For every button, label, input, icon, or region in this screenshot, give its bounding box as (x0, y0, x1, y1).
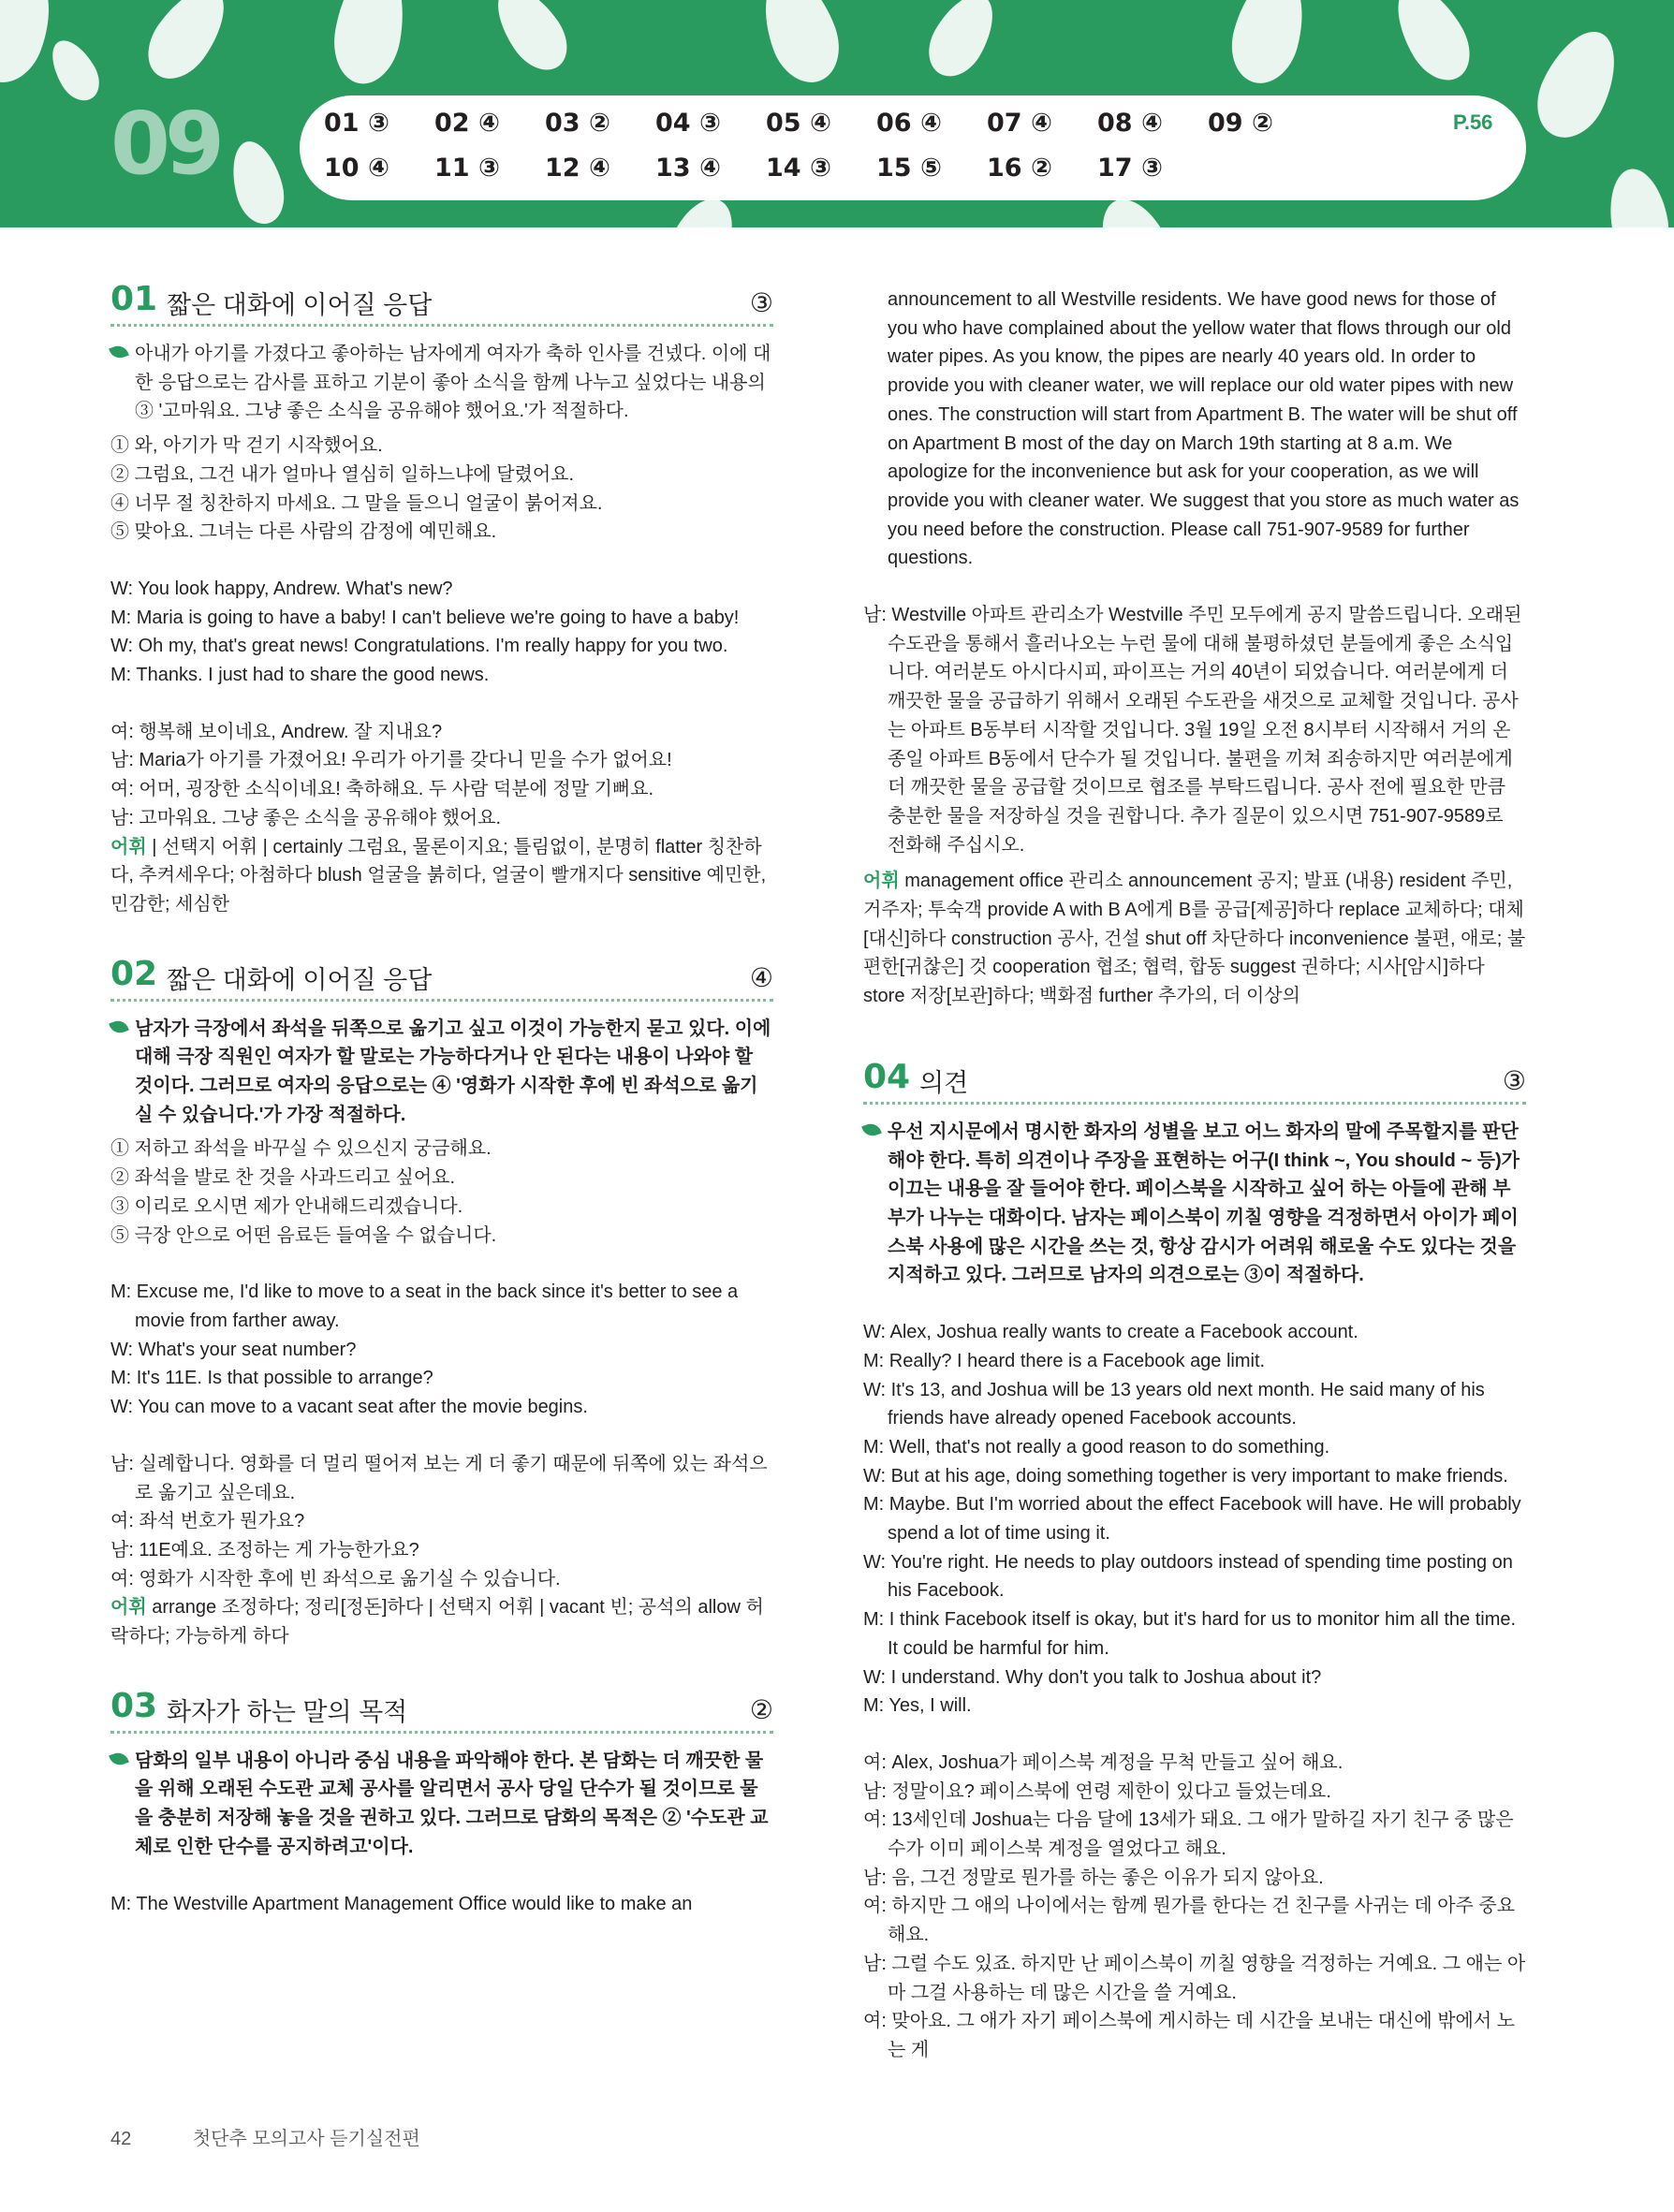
translation-line: 여: 행복해 보이네요, Andrew. 잘 지내요? (110, 721, 443, 742)
section-title: 의견 (919, 1068, 969, 1097)
translation-line: 남: 실례합니다. 영화를 더 멀리 떨어져 보는 게 더 좋기 때문에 뒤쪽에 있는 좌석으로 옮기고 싶은데요. (110, 1453, 768, 1503)
section-04 (863, 1057, 1526, 2065)
translation-line: 남: 정말이요? 페이스북에 연령 제한이 있다고 들었는데요. (863, 1780, 1331, 1802)
option-item: ② 그럼요, 그건 내가 얼마나 열심히 일하느냐에 달렸어요. (110, 463, 575, 485)
explanation: 남자가 극장에서 좌석을 뒤쪽으로 옮기고 싶고 이것이 가능한지 묻고 있다. 이에 대해 극장 직원인 여자가 할 말로는 가능하다거나 안 된다는 내용이 나와야 할 것이다. 그러므로 여자의 응답으로는 ④ '영화가 시작한 후에 빈 좌석으로 옮기실 수 있습니다.'가 가장 적절하다. (110, 1015, 773, 1130)
section-header (863, 1057, 1526, 1105)
script-line: M: Well, that's not really a good reason to do something. (863, 1436, 1330, 1458)
unit-number: 09 (110, 94, 220, 194)
option-item: ② 좌석을 발로 찬 것을 사과드리고 싶어요. (110, 1167, 456, 1189)
script-line: W: Oh my, that's great news! Congratulations. I'm really happy for you two. (110, 636, 728, 657)
script-line: M: It's 11E. Is that possible to arrange? (110, 1368, 433, 1389)
option-item: ④ 너무 절 칭찬하지 마세요. 그 말을 들으니 얼굴이 붉어져요. (110, 492, 603, 514)
script-line: M: The Westville Apartment Management Office would like to make an (110, 1893, 693, 1914)
translation-line: 여: 좌석 번호가 뭔가요? (110, 1511, 305, 1532)
translation-line: 남: 고마워요. 그냥 좋은 소식을 공유해야 했어요. (110, 807, 502, 828)
section-number: 01 (110, 280, 158, 318)
vocabulary: 어휘 arrange 조정하다; 정리[정돈]하다 | 선택지 어휘 | vacant 빈; 공석의 allow 허락하다; 가능하게 하다 (110, 1597, 764, 1648)
leaf-bullet-icon (109, 1018, 129, 1035)
leaf-bullet-icon (109, 343, 129, 360)
translation-line: 남: Maria가 아기를 가졌어요! 우리가 아기를 갖다니 믿을 수가 없어요! (110, 750, 672, 771)
answer-item: 10 ④ (324, 154, 389, 183)
translation-line: 여: 13세인데 Joshua는 다음 달에 13세가 돼요. 그 애가 말하길 자기 친구 중 많은 수가 이미 페이스북 계정을 열었다고 해요. (863, 1809, 1514, 1860)
answer-item: 02 ④ (434, 109, 500, 138)
script-continuation: announcement to all Westville residents. We have good news for those of you who have complained about the yellow water that flows through our old water pipes. As you know, the pipes are nearly 40 years old. In order to provide you with cleaner water, we will replace our old water pipes with new ones. The construction will start from Apartment B. The water will be shut off on Apartment B most of the day on March 19th starting at 8 a.m. We apologize for the inconvenience but ask for your cooperation, as we will provide you with cleaner water. We suggest that you store as much water as you need before the construction. Please call 751-907-9589 for further questions. (888, 289, 1520, 569)
script-line: W: Alex, Joshua really wants to create a Facebook account. (863, 1322, 1358, 1343)
translation-line: 남: 11E예요. 조정하는 게 가능한가요? (110, 1539, 419, 1560)
script-line: W: What's your seat number? (110, 1339, 357, 1360)
left-column (110, 280, 773, 1918)
section-01 (110, 280, 773, 919)
answer-item: 03 ② (545, 109, 610, 138)
section-number: 03 (110, 1686, 158, 1725)
script-line: M: Yes, I will. (863, 1695, 972, 1717)
section-header (110, 954, 773, 1002)
script-line: M: Thanks. I just had to share the good news. (110, 665, 490, 686)
script-line: W: It's 13, and Joshua will be 13 years old next month. He said many of his friends have already opened Facebook accounts. (863, 1379, 1485, 1429)
translation-line: 남: 음, 그건 정말로 뭔가를 하는 좋은 이유가 되지 않아요. (863, 1867, 1324, 1888)
book-title: 첫단추 모의고사 듣기실전편 (192, 2129, 420, 2149)
section-header (110, 1686, 773, 1734)
option-item: ⑤ 맞아요. 그녀는 다른 사람의 감정에 예민해요. (110, 521, 497, 543)
script-line: W: You're right. He needs to play outdoors instead of spending time posting on his Facebook. (863, 1551, 1513, 1602)
answer-item: 07 ④ (987, 109, 1052, 138)
page-reference: P.56 (1453, 110, 1493, 134)
answer-item: 13 ④ (655, 154, 721, 183)
vocabulary: 어휘 | 선택지 어휘 | certainly 그럼요, 물론이지요; 틀림없이, 분명히 flatter 칭찬하다, 추켜세우다; 아첨하다 blush 얼굴을 붉히다, 얼굴이 빨개지다 sensitive 예민한, 민감한; 세심한 (110, 836, 767, 915)
section-answer: ③ (749, 288, 773, 317)
explanation: 담화의 일부 내용이 아니라 중심 내용을 파악해야 한다. 본 담화는 더 깨끗한 물을 위해 오래된 수도관 교체 공사를 알리면서 공사 당일 단수가 될 것이므로 물을 충분히 저장해 놓을 것을 권하고 있다. 그러므로 담화의 목적은 ② '수도관 교체로 인한 단수를 공지하려고'이다. (110, 1747, 773, 1862)
page-number: 42 (110, 2129, 132, 2149)
script-line: M: Excuse me, I'd like to move to a seat in the back since it's better to see a movie from farther away. (110, 1282, 739, 1331)
section-03 (110, 1686, 773, 1919)
section-answer: ③ (1502, 1065, 1526, 1095)
option-item: ③ 이리로 오시면 제가 안내해드리겠습니다. (110, 1195, 463, 1217)
section-number: 02 (110, 954, 158, 993)
answer-item: 08 ④ (1097, 109, 1163, 138)
script-line: W: You can move to a vacant seat after the movie begins. (110, 1397, 588, 1418)
explanation: 아내가 아기를 가졌다고 좋아하는 남자에게 여자가 축하 인사를 건넸다. 이에 대한 응답으로는 감사를 표하고 기분이 좋아 소식을 함께 나누고 싶었다는 내용의 ③ '고마워요. 그냥 좋은 소식을 공유해야 했어요.'가 적절하다. (110, 340, 773, 426)
leaf-bullet-icon (109, 1750, 129, 1767)
answer-item: 14 ③ (766, 154, 831, 183)
answer-item: 16 ② (987, 154, 1052, 183)
script-line: W: But at his age, doing something together is very important to make friends. (863, 1465, 1508, 1487)
section-02 (110, 954, 773, 1651)
section-answer: ② (749, 1694, 773, 1724)
option-item: ① 저하고 좌석을 바꾸실 수 있으신지 궁금해요. (110, 1138, 492, 1160)
script-line: M: Maybe. But I'm worried about the effect Facebook will have. He will probably spend a lot of time using it. (863, 1494, 1521, 1545)
script-line: W: You look happy, Andrew. What's new? (110, 578, 453, 599)
section-number: 04 (863, 1057, 911, 1096)
answer-item: 12 ④ (545, 154, 610, 183)
option-item: ① 와, 아기가 막 걷기 시작했어요. (110, 435, 383, 457)
translation-line: 여: 어머, 굉장한 소식이네요! 축하해요. 두 사람 덕분에 정말 기뻐요. (110, 779, 654, 800)
answer-key-bar (300, 95, 1526, 200)
page-footer (110, 2123, 477, 2150)
answer-item: 09 ② (1208, 109, 1273, 138)
script-line: W: I understand. Why don't you talk to Joshua about it? (863, 1666, 1322, 1688)
answer-item: 06 ④ (876, 109, 942, 138)
translation-line: 여: Alex, Joshua가 페이스북 계정을 무척 만들고 싶어 해요. (863, 1751, 1344, 1773)
translation-paragraph: 남: Westville 아파트 관리소가 Westville 주민 모두에게 공지 말씀드립니다. 오래된 수도관을 통해서 흘러나오는 누런 물에 대해 불평하셨던 분들에게 좋은 소식입니다. 여러분도 아시다시피, 파이프는 거의 40년이 되었습니다. 여러분에게 더 깨끗한 물을 공급하기 위해서 오래된 수도관을 새것으로 교체할 것입니다. 공사는 아파트 B동부터 시작할 것입니다. 3월 19일 오전 8시부터 시작해서 거의 온종일 아파트 B동에서 단수가 될 것입니다. 불편을 끼쳐 죄송하지만 여러분에게 더 깨끗한 물을 공급할 것이므로 협조를 부탁드립니다. 공사 전에 필요한 만큼 충분한 물을 저장하실 것을 권합니다. 추가 질문이 있으시면 751-907-9589로 전화해 주십시오. (863, 605, 1522, 856)
answer-item: 15 ⑤ (876, 154, 942, 183)
section-title: 화자가 하는 말의 목적 (167, 1697, 408, 1726)
explanation: 우선 지시문에서 명시한 화자의 성별을 보고 어느 화자의 말에 주목할지를 판단해야 한다. 특히 의견이나 주장을 표현하는 어구(I think ~, You should ~ 등)가 이끄는 내용을 잘 들어야 한다. 페이스북을 시작하고 싶어 하는 아들에 관해 부부가 나누는 대화이다. 남자는 페이스북이 끼칠 영향을 걱정하면서 아이가 페이스북 사용에 많은 시간을 쓰는 것, 항상 감시가 어려워 해로울 수도 있다는 것을 지적하고 있다. 그러므로 남자의 의견으로는 ③이 적절하다. (863, 1118, 1526, 1290)
translation-line: 여: 맞아요. 그 애가 자기 페이스북에 게시하는 데 시간을 보내는 대신에 밖에서 노는 게 (863, 2011, 1516, 2060)
script-line: M: Maria is going to have a baby! I can't believe we're going to have a baby! (110, 607, 740, 628)
script-line: M: I think Facebook itself is okay, but it's hard for us to monitor him all the time. It could be harmful for him. (863, 1609, 1517, 1659)
answer-item: 05 ④ (766, 109, 831, 138)
answer-item: 17 ③ (1097, 154, 1163, 183)
vocabulary: 어휘 management office 관리소 announcement 공지; 발표 (내용) resident 주민, 거주자; 투숙객 provide A with B A에게 B를 공급[제공]하다 replace 교체하다; 대체[대신]하다 construction 공사, 건설 shut off 차단하다 inconvenience 불편, 애로; 불편한[귀찮은] 것 cooperation 협조; 협력, 합동 suggest 권하다; 시사[암시]하다 store 저장[보관]하다; 백화점 further 추가의, 더 이상의 (863, 871, 1526, 1007)
section-title: 짧은 대화에 이어질 응답 (167, 965, 433, 994)
script-line: M: Really? I heard there is a Facebook age limit. (863, 1350, 1266, 1371)
translation-line: 남: 그럴 수도 있죠. 하지만 난 페이스북이 끼칠 영향을 걱정하는 거예요. 그 애는 아마 그걸 사용하는 데 많은 시간을 쓸 거예요. (863, 1953, 1526, 2003)
answer-item: 04 ③ (655, 109, 721, 138)
answer-item: 01 ③ (324, 109, 389, 138)
section-answer: ④ (749, 962, 773, 992)
header-banner (0, 0, 1674, 227)
section-header (110, 280, 773, 327)
right-column (863, 286, 1526, 2065)
translation-line: 여: 하지만 그 애의 나이에서는 함께 뭔가를 한다는 건 친구를 사귀는 데 아주 중요해요. (863, 1896, 1516, 1946)
leaf-bullet-icon (861, 1121, 882, 1138)
section-title: 짧은 대화에 이어질 응답 (167, 291, 433, 319)
answer-item: 11 ③ (434, 154, 500, 183)
option-item: ⑤ 극장 안으로 어떤 음료든 들여올 수 없습니다. (110, 1224, 497, 1246)
translation-line: 여: 영화가 시작한 후에 빈 좌석으로 옮기실 수 있습니다. (110, 1568, 561, 1589)
